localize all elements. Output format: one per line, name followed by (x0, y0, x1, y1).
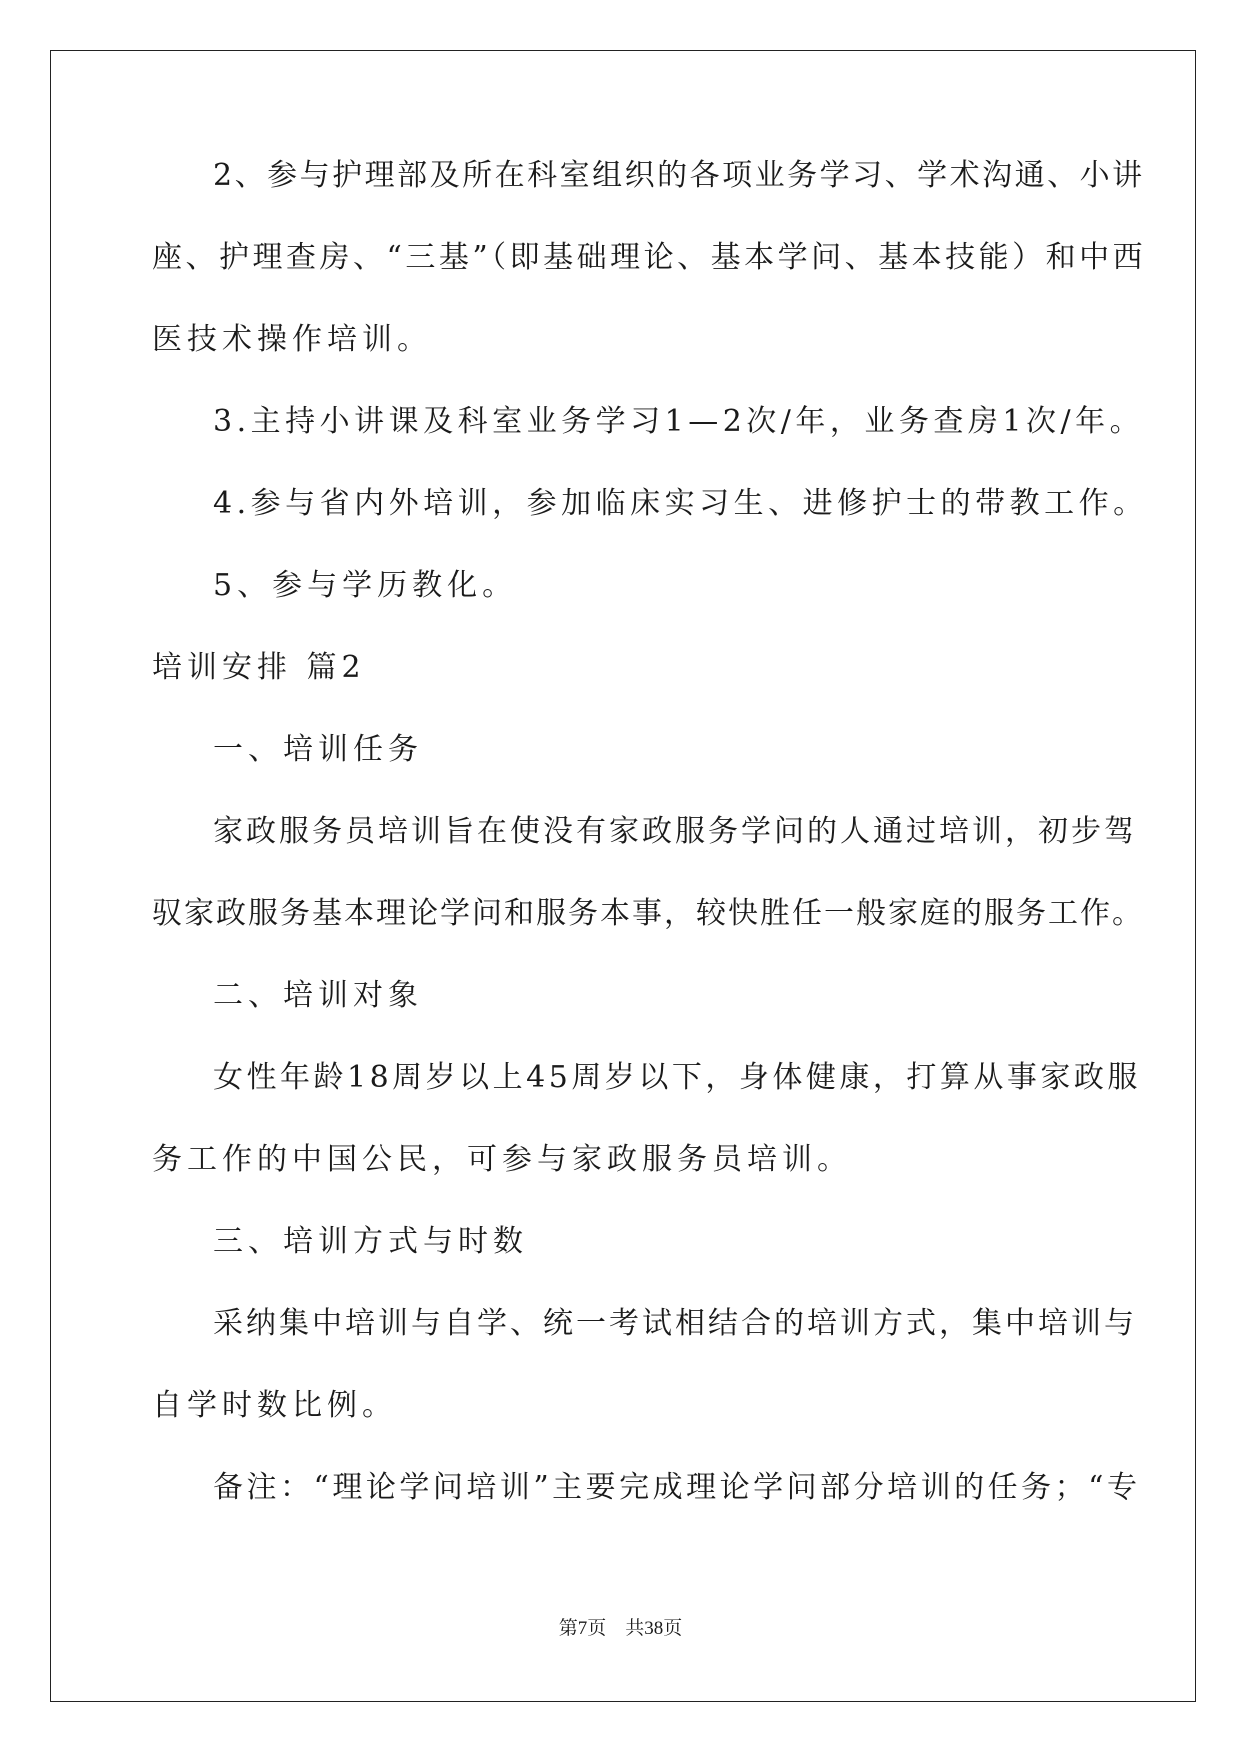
paragraph-line: 座、护理查房、“三基”（即基础理论、基本学问、基本技能）和中西 (152, 240, 1147, 275)
paragraph-line: 家政服务员培训旨在使没有家政服务学问的人通过培训，初步驾 (213, 814, 1137, 849)
paragraph-line: 务工作的中国公民，可参与家政服务员培训。 (152, 1142, 852, 1177)
paragraph-line: 2、参与护理部及所在科室组织的各项业务学习、学术沟通、小讲 (213, 158, 1145, 193)
heading-line: 一、培训任务 (213, 732, 423, 767)
paragraph-line: 采纳集中培训与自学、统一考试相结合的培训方式，集中培训与 (213, 1306, 1137, 1341)
paragraph-line: 医技术操作培训。 (152, 322, 432, 357)
heading-line: 二、培训对象 (213, 978, 423, 1013)
page-number: 第7页 共38页 (558, 1618, 683, 1639)
paragraph-line: 备注：“理论学问培训”主要完成理论学问部分培训的任务；“专 (213, 1470, 1141, 1505)
paragraph-line: 4.参与省内外培训，参加临床实习生、进修护士的带教工作。 (213, 486, 1148, 521)
paragraph-line: 自学时数比例。 (152, 1388, 397, 1423)
paragraph-line: 5、参与学历教化。 (213, 568, 518, 603)
page-border (50, 50, 1196, 1702)
paragraph-line: 3.主持小讲课及科室业务学习1—2次/年，业务查房1次/年。 (213, 404, 1145, 439)
paragraph-line: 女性年龄18周岁以上45周岁以下，身体健康，打算从事家政服 (213, 1060, 1141, 1095)
paragraph-line: 驭家政服务基本理论学问和服务本事，较快胜任一般家庭的服务工作。 (152, 896, 1144, 931)
heading-line: 三、培训方式与时数 (213, 1224, 528, 1259)
section-title: 培训安排 篇2 (152, 650, 366, 685)
